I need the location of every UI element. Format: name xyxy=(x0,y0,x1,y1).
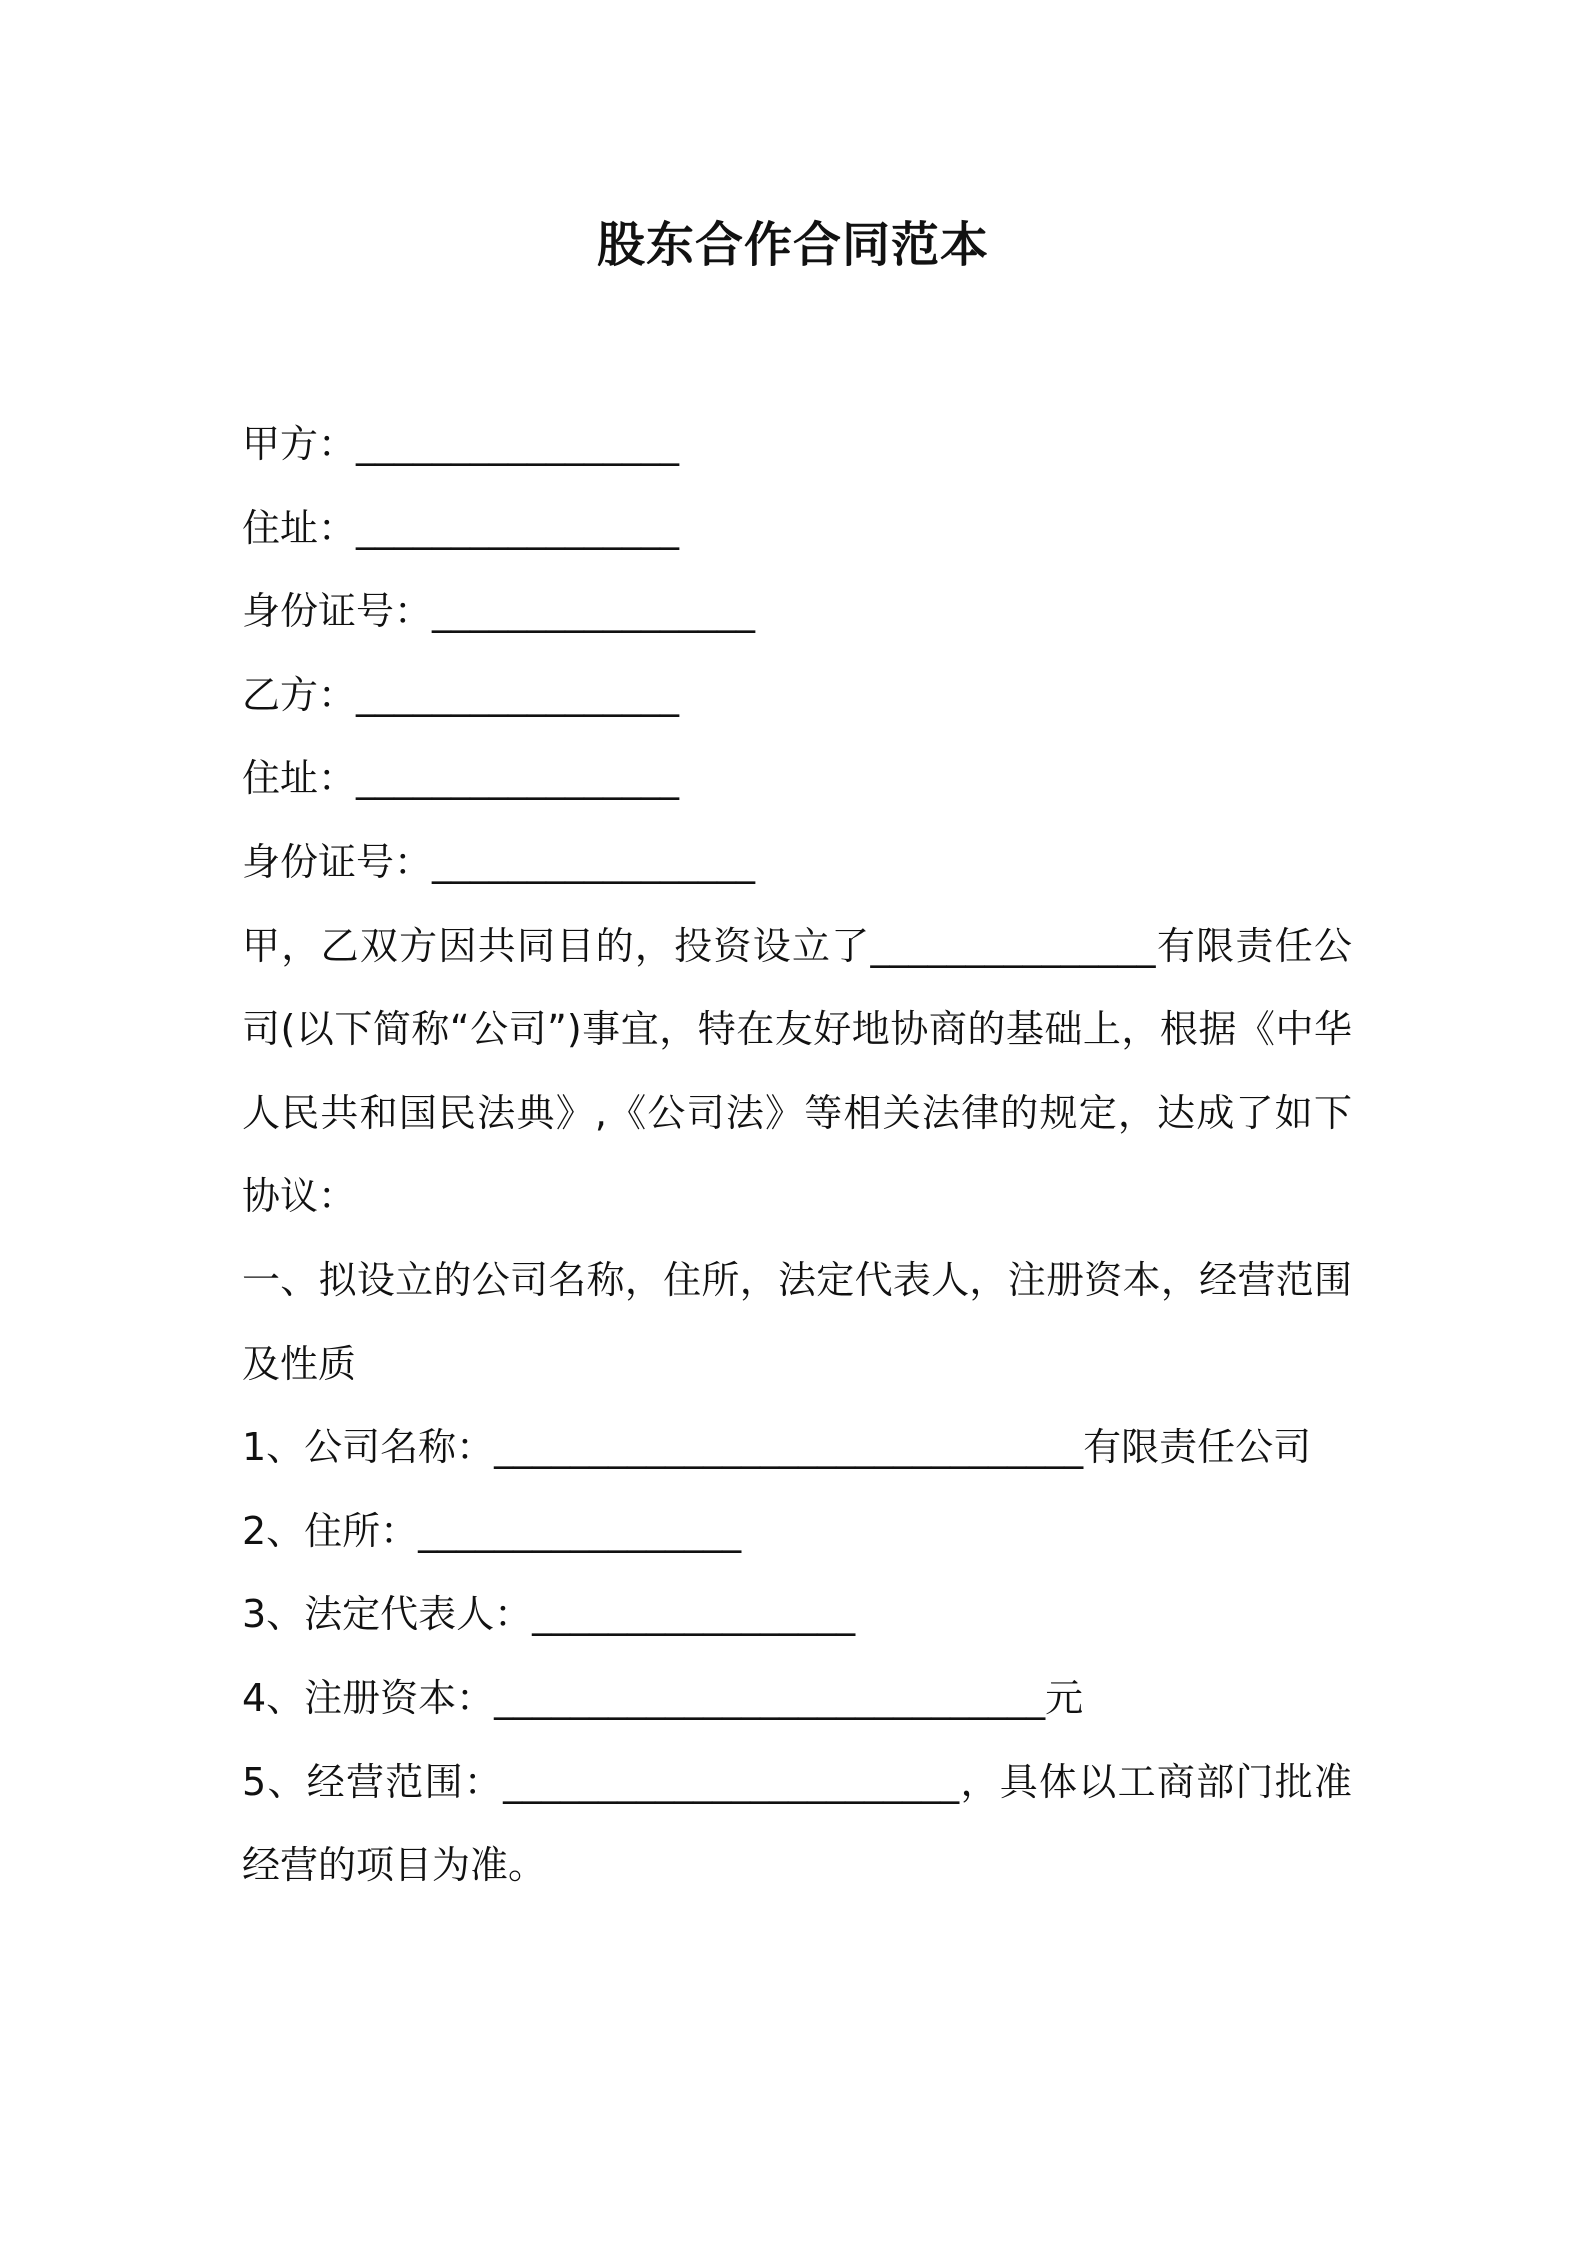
party-b-name: 乙方：_________________ xyxy=(242,672,680,717)
preamble-paragraph: 甲，乙双方因共同目的，投资设立了_______________有限责任公司(以下简称“公司”)事宜，特在友好地协商的基础上，根据《中华人民共和国民法典》,《公司法》等相关法律的规定，达成了如下协议： xyxy=(242,923,1352,1219)
section-1-item-business-scope: 5、经营范围：________________________，具体以工商部门批准经营的项目为准。 xyxy=(242,1759,1352,1888)
party-b-id-number: 身份证号：_________________ xyxy=(242,839,756,884)
section-1-heading: 一、拟设立的公司名称，住所，法定代表人，注册资本，经营范围及性质 xyxy=(242,1257,1352,1386)
section-1-item-address: 2、住所：_________________ xyxy=(242,1508,742,1553)
section-1-item-company-name: 1、公司名称：_______________________________有限责任公司 xyxy=(242,1425,1312,1470)
party-b-address: 住址：_________________ xyxy=(242,756,680,801)
section-1-item-legal-representative: 3、法定代表人：_________________ xyxy=(242,1592,856,1637)
party-a-id-number: 身份证号：_________________ xyxy=(242,589,756,634)
party-a-name: 甲方：_________________ xyxy=(242,422,680,466)
party-a-address: 住址：_________________ xyxy=(242,505,680,550)
document-body xyxy=(242,403,1352,1908)
document-title: 股东合作合同范本 xyxy=(596,217,989,273)
section-1-item-registered-capital: 4、注册资本：_____________________________元 xyxy=(242,1675,1084,1720)
